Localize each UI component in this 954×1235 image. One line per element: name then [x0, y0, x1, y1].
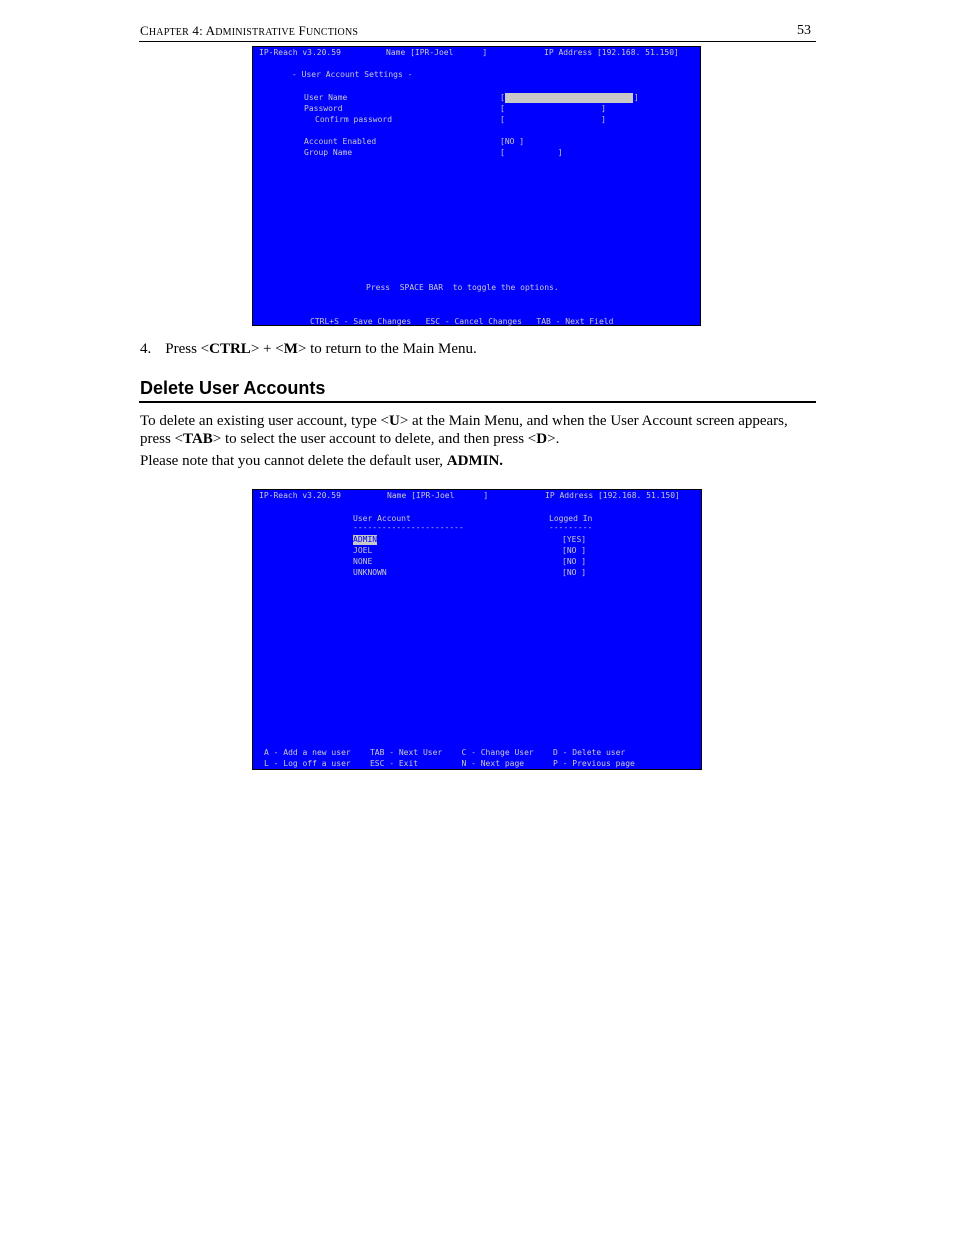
user-row-admin[interactable]: ADMIN: [353, 535, 378, 544]
settings-footer-keys: CTRL+S - Save Changes ESC - Cancel Changes TAB - Next Field: [310, 317, 614, 326]
list-footer-keys-2: L - Log off a user ESC - Exit N - Next page P - Previous page: [264, 759, 635, 768]
admin-note: Please note that you cannot delete the default user, ADMIN.: [140, 453, 504, 469]
confirm-password-label: Confirm password: [315, 115, 393, 124]
ip-address-label: IP Address [192.168. 51.150]: [544, 48, 679, 57]
user-name-field-close: ]: [634, 93, 639, 102]
password-label: Password: [304, 104, 343, 113]
device-name-label: Name [IPR-Joel ]: [387, 491, 489, 500]
confirm-password-input[interactable]: [ ]: [500, 115, 606, 124]
toggle-hint: Press SPACE BAR to toggle the options.: [366, 283, 559, 292]
user-account-list-screenshot: [252, 489, 702, 770]
page-number: 53: [797, 23, 811, 38]
version-label: IP-Reach v3.20.59: [259, 491, 341, 500]
user-name-field-open: [: [500, 93, 505, 102]
user-name-input[interactable]: [505, 93, 633, 103]
section-title: Delete User Accounts: [140, 378, 326, 398]
user-name-label: User Name: [304, 93, 348, 102]
group-name-input[interactable]: [ ]: [500, 148, 563, 157]
user-row-unknown[interactable]: UNKNOWN: [353, 568, 387, 577]
delete-instructions-line2: press <TAB> to select the user account to delete, and then press <D>.: [140, 431, 560, 447]
step-4: 4. Press <CTRL> + <M> to return to the Main Menu.: [140, 341, 477, 357]
user-row-none[interactable]: NONE: [353, 557, 373, 566]
version-label: IP-Reach v3.20.59: [259, 48, 341, 57]
logged-in-joel: [NO ]: [562, 546, 587, 555]
logged-in-column-header: Logged In: [549, 514, 593, 523]
section-divider: [139, 401, 816, 403]
list-footer-keys-1: A - Add a new user TAB - Next User C - Change User D - Delete user: [264, 748, 626, 757]
chapter-header: CHAPTER 4: ADMINISTRATIVE FUNCTIONS: [140, 23, 359, 38]
ip-address-label: IP Address [192.168. 51.150]: [545, 491, 680, 500]
logged-in-column-rule: ---------: [549, 523, 593, 532]
device-name-label: Name [IPR-Joel ]: [386, 48, 488, 57]
settings-title: - User Account Settings -: [292, 70, 413, 79]
logged-in-unknown: [NO ]: [562, 568, 587, 577]
user-account-column-header: User Account: [353, 514, 411, 523]
account-enabled-toggle[interactable]: [NO ]: [500, 137, 525, 146]
header-divider: [139, 41, 816, 42]
password-input[interactable]: [ ]: [500, 104, 606, 113]
group-name-label: Group Name: [304, 148, 353, 157]
account-enabled-label: Account Enabled: [304, 137, 377, 146]
user-account-settings-screenshot: [252, 46, 701, 326]
logged-in-none: [NO ]: [562, 557, 587, 566]
delete-instructions-line1: To delete an existing user account, type <U> at the Main Menu, and when the User Account screen appears,: [140, 413, 788, 429]
user-account-column-rule: -----------------------: [353, 523, 464, 532]
user-row-joel[interactable]: JOEL: [353, 546, 373, 555]
logged-in-admin: [YES]: [562, 535, 587, 544]
